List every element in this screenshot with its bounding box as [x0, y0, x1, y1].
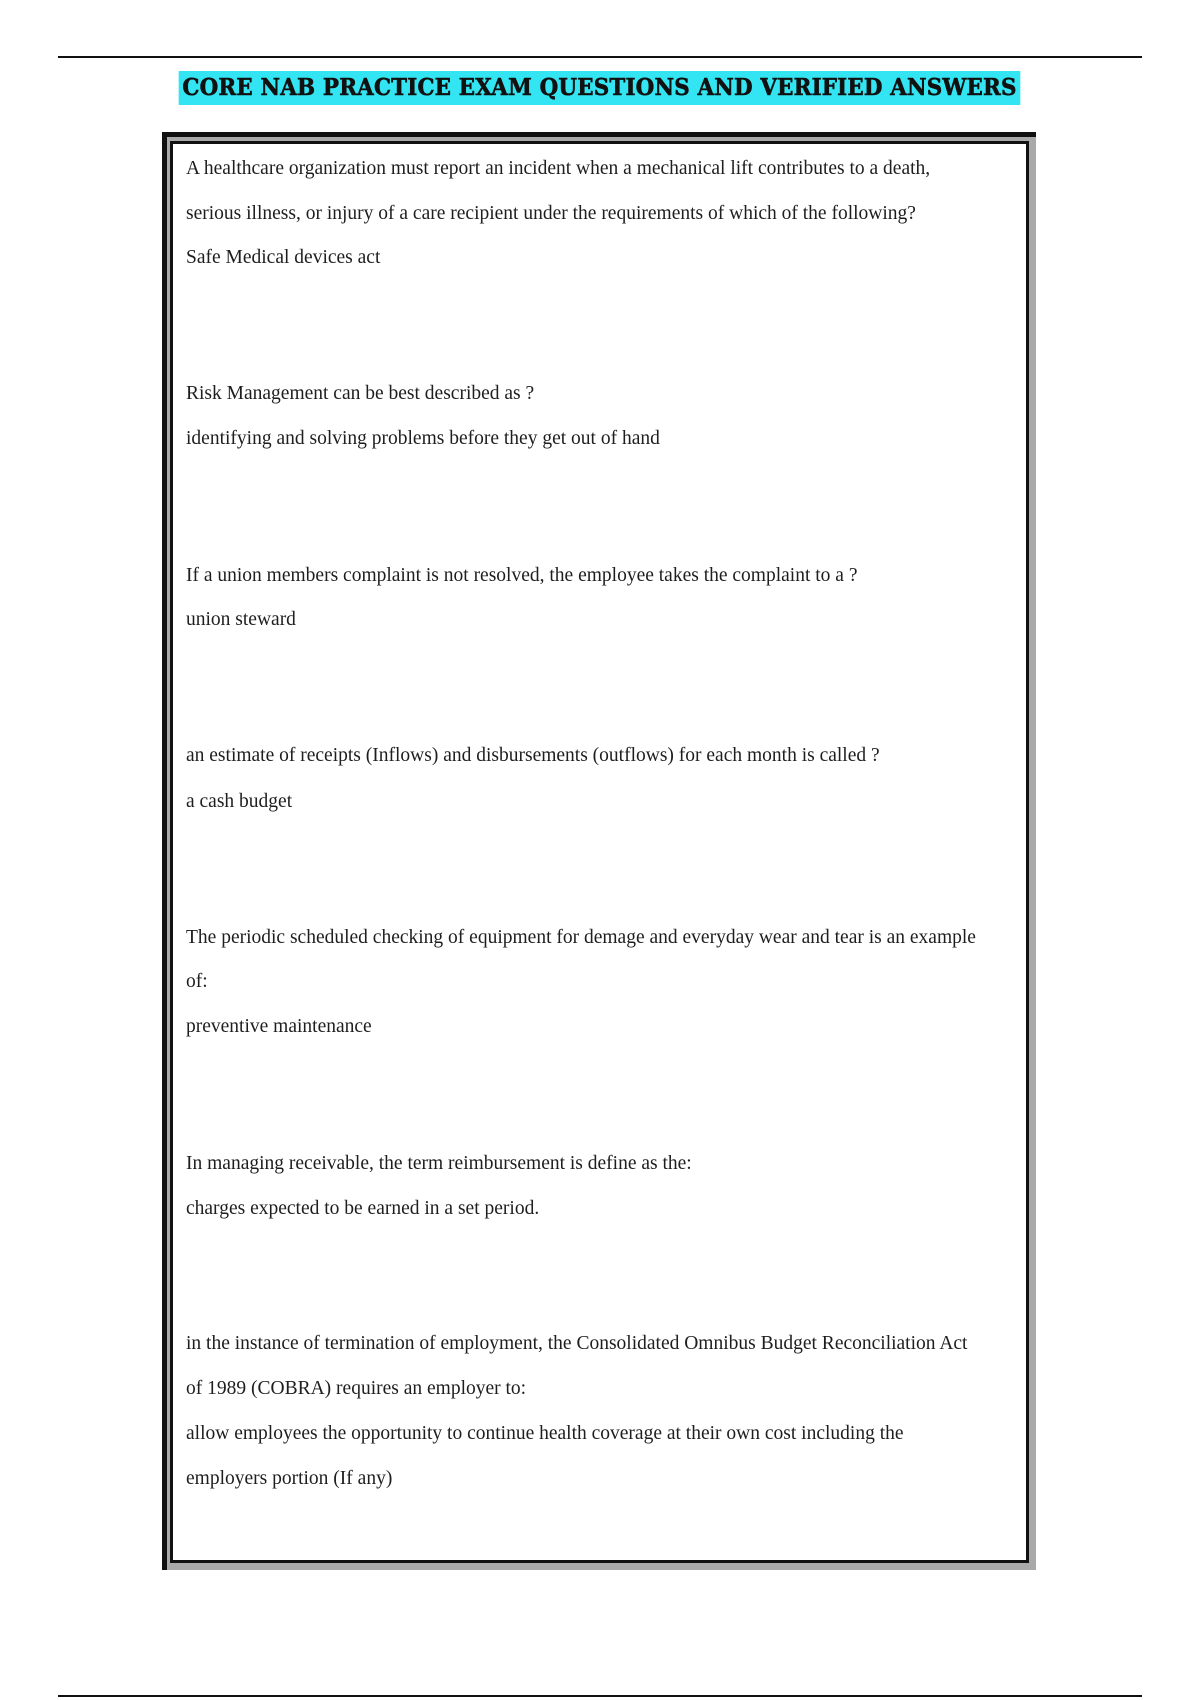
- question-line: The periodic scheduled checking of equipment for demage and everyday wear and tear is an example: [186, 927, 976, 948]
- question-line: In managing receivable, the term reimbursement is define as the:: [186, 1153, 692, 1174]
- answer-line: charges expected to be earned in a set period.: [186, 1198, 540, 1219]
- qa-content: [173, 144, 1026, 1560]
- bottom-rule: [58, 1695, 1142, 1697]
- answer-line: identifying and solving problems before they get out of hand: [186, 428, 660, 449]
- answer-line: union steward: [186, 609, 296, 630]
- answer-line: employers portion (If any): [186, 1468, 393, 1489]
- question-line: of:: [186, 971, 208, 992]
- answer-line: preventive maintenance: [186, 1016, 372, 1037]
- page-title: CORE NAB PRACTICE EXAM QUESTIONS AND VERIFIED ANSWERS: [179, 71, 1021, 105]
- title-container: [0, 71, 1200, 105]
- question-line: an estimate of receipts (Inflows) and disbursements (outflows) for each month is called ?: [186, 745, 880, 766]
- qa-panel: [170, 141, 1029, 1563]
- question-line: A healthcare organization must report an incident when a mechanical lift contributes to a death,: [186, 158, 931, 179]
- qa-frame: [162, 132, 1036, 1570]
- question-line: in the instance of termination of employment, the Consolidated Omnibus Budget Reconciliation Act: [186, 1333, 968, 1354]
- question-line: If a union members complaint is not resolved, the employee takes the complaint to a ?: [186, 565, 858, 586]
- answer-line: a cash budget: [186, 791, 293, 812]
- question-line: Risk Management can be best described as ?: [186, 383, 535, 404]
- answer-line: Safe Medical devices act: [186, 247, 381, 268]
- question-line: serious illness, or injury of a care recipient under the requirements of which of the following?: [186, 203, 916, 224]
- top-rule: [58, 56, 1142, 58]
- answer-line: allow employees the opportunity to continue health coverage at their own cost including the: [186, 1423, 904, 1444]
- question-line: of 1989 (COBRA) requires an employer to:: [186, 1378, 527, 1399]
